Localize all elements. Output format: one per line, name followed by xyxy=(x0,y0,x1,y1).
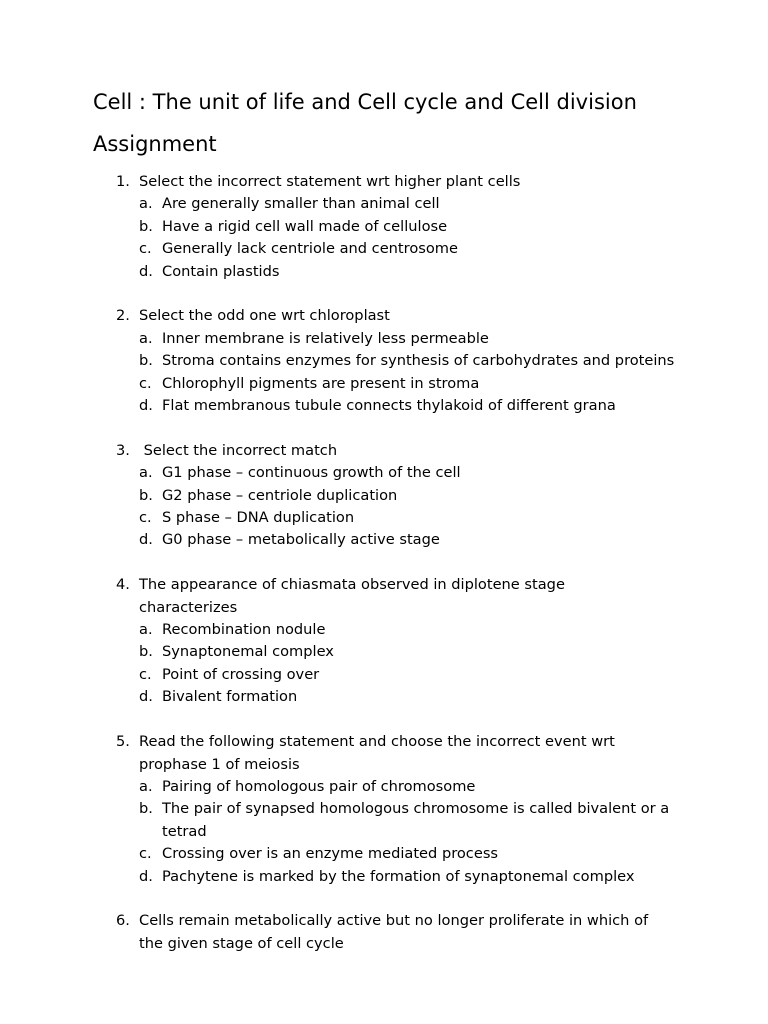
option-letter: a. xyxy=(139,195,153,213)
option-text: Generally lack centriole and centrosome xyxy=(162,240,458,258)
option-text: Synaptonemal complex xyxy=(162,643,334,661)
question-text: The appearance of chiasmata observed in diplotene stage characterizes xyxy=(139,576,565,616)
question-number: 4. xyxy=(116,576,130,594)
option-item xyxy=(0,485,768,507)
option-text: Pachytene is marked by the formation of synaptonemal complex xyxy=(162,867,635,885)
question-number: 1. xyxy=(116,173,130,190)
option-list xyxy=(0,619,768,709)
option-text: Point of crossing over xyxy=(162,665,320,683)
question-2 xyxy=(0,305,768,417)
option-list xyxy=(0,193,768,283)
option-text: G2 phase – centriole duplication xyxy=(162,486,398,504)
option-letter: d. xyxy=(139,262,153,280)
option-list xyxy=(0,776,768,888)
option-letter: d. xyxy=(139,397,153,415)
option-item xyxy=(0,350,768,372)
page-subtitle: Assignment xyxy=(93,132,217,156)
option-item xyxy=(0,529,768,551)
option-item xyxy=(0,395,768,417)
option-letter: c. xyxy=(139,509,152,527)
option-text: Recombination nodule xyxy=(162,621,326,639)
question-number: 3. xyxy=(116,441,130,459)
option-text: Contain plastids xyxy=(162,262,280,280)
option-item xyxy=(0,843,768,865)
option-letter: d. xyxy=(139,867,153,885)
option-text: S phase – DNA duplication xyxy=(162,509,355,527)
question-4 xyxy=(0,574,768,708)
option-item xyxy=(0,686,768,708)
question-number: 6. xyxy=(116,912,130,930)
option-text: Chlorophyll pigments are present in stroma xyxy=(162,374,480,392)
option-item xyxy=(0,619,768,641)
option-item xyxy=(0,193,768,215)
option-item xyxy=(0,216,768,238)
option-text: Flat membranous tubule connects thylakoid of different grana xyxy=(162,397,616,415)
option-item xyxy=(0,507,768,529)
option-list xyxy=(0,462,768,552)
option-item xyxy=(0,641,768,663)
question-6 xyxy=(0,910,768,955)
question-text: Select the odd one wrt chloroplast xyxy=(139,307,390,325)
question-text: Select the incorrect match xyxy=(139,441,338,459)
option-letter: a. xyxy=(139,464,153,482)
option-letter: b. xyxy=(139,643,153,661)
option-text: G1 phase – continuous growth of the cell xyxy=(162,464,461,482)
option-letter: a. xyxy=(139,777,153,795)
option-list xyxy=(0,328,768,418)
option-item xyxy=(0,261,768,283)
question-number: 5. xyxy=(116,733,130,751)
question-number: 2. xyxy=(116,307,130,325)
option-letter: b. xyxy=(139,352,153,370)
option-letter: b. xyxy=(139,217,153,235)
option-text: Pairing of homologous pair of chromosome xyxy=(162,777,476,795)
question-text: Read the following statement and choose the incorrect event wrt prophase 1 of meiosis xyxy=(139,733,615,773)
question-3 xyxy=(0,440,768,552)
option-letter: d. xyxy=(139,688,153,706)
option-text: Stroma contains enzymes for synthesis of carbohydrates and proteins xyxy=(162,352,675,370)
option-text: Inner membrane is relatively less permeable xyxy=(162,329,489,347)
question-5 xyxy=(0,731,768,888)
option-letter: c. xyxy=(139,845,152,863)
page-title: Cell : The unit of life and Cell cycle and Cell division xyxy=(93,90,637,114)
option-item xyxy=(0,462,768,484)
option-letter: c. xyxy=(139,374,152,392)
option-item xyxy=(0,664,768,686)
option-text: Have a rigid cell wall made of cellulose xyxy=(162,217,448,235)
option-text: Crossing over is an enzyme mediated process xyxy=(162,845,499,863)
question-text: Cells remain metabolically active but no longer proliferate in which of the given stage of cell cycle xyxy=(139,912,649,952)
question-list xyxy=(0,171,768,978)
option-letter: b. xyxy=(139,800,153,818)
option-item xyxy=(0,866,768,888)
option-item xyxy=(0,373,768,395)
option-letter: a. xyxy=(139,329,153,347)
option-item xyxy=(0,776,768,798)
option-text: Are generally smaller than animal cell xyxy=(162,195,440,213)
option-text: Bivalent formation xyxy=(162,688,298,706)
option-text: G0 phase – metabolically active stage xyxy=(162,531,440,549)
option-letter: d. xyxy=(139,531,153,549)
option-text: The pair of synapsed homologous chromosome is called bivalent or a tetrad xyxy=(162,800,670,840)
option-item xyxy=(0,328,768,350)
question-1 xyxy=(0,171,768,283)
option-item xyxy=(0,798,768,843)
option-letter: c. xyxy=(139,240,152,258)
option-item xyxy=(0,238,768,260)
option-letter: b. xyxy=(139,486,153,504)
option-letter: c. xyxy=(139,665,152,683)
option-letter: a. xyxy=(139,621,153,639)
question-text: Select the incorrect statement wrt higher plant cells xyxy=(139,173,521,190)
